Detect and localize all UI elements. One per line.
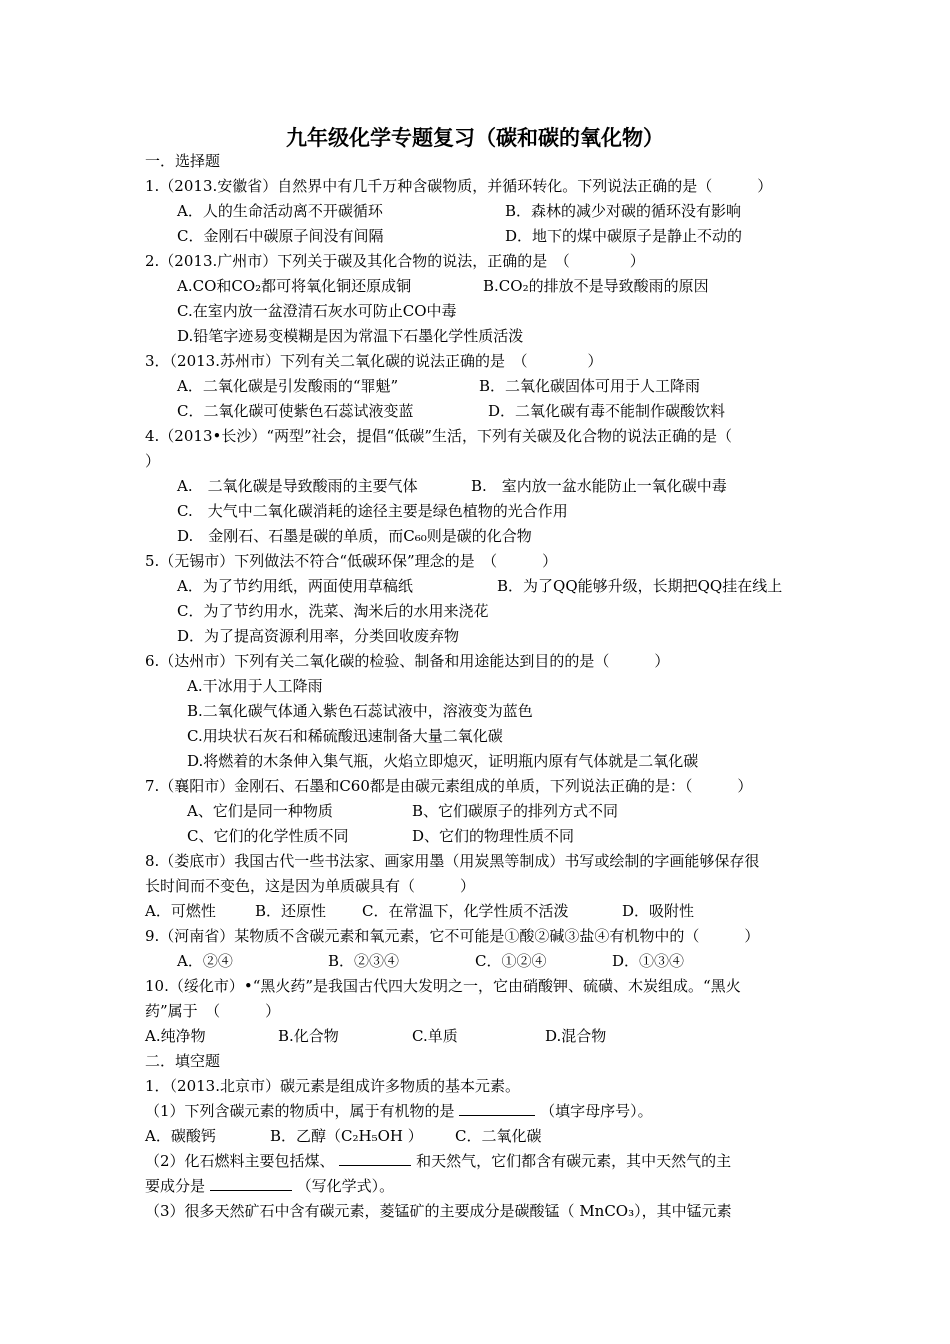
question-9-option-a: A．②④ bbox=[177, 952, 233, 970]
question-4-option-d: D. 金刚石、石墨是碳的单质，而C₆₀则是碳的化合物 bbox=[177, 527, 532, 545]
fill-1-stem: 1．（2013.北京市）碳元素是组成许多物质的基本元素。 bbox=[145, 1077, 520, 1095]
question-7-option-a: A、它们是同一种物质 bbox=[187, 802, 333, 820]
question-2-option-b: B.CO₂的排放不是导致酸雨的原因 bbox=[483, 277, 709, 295]
question-7-stem: 7.（襄阳市）金刚石、石墨和C60都是由碳元素组成的单质，下列说法正确的是：（ ） bbox=[145, 777, 753, 795]
question-7-option-c: C、它们的化学性质不同 bbox=[187, 827, 349, 845]
fill-1-part-2-hint: （写化学式）。 bbox=[296, 1177, 395, 1195]
question-1-option-a: A．人的生命活动离不开碳循环 bbox=[177, 202, 383, 220]
question-10-stem-cont: 药”属于 （ ） bbox=[145, 1002, 281, 1020]
question-8-option-c: C．在常温下，化学性质不活泼 bbox=[362, 902, 569, 920]
question-10-stem: 10.（绥化市）•“黑火药”是我国古代四大发明之一，它由硝酸钾、硫磺、木炭组成。“黑火 bbox=[145, 977, 741, 995]
question-1-stem: 1.（2013.安徽省）自然界中有几千万种含碳物质，并循环转化。下列说法正确的是（ ） bbox=[145, 177, 773, 195]
question-5-stem: 5.（无锡市）下列做法不符合“低碳环保”理念的是 （ ） bbox=[145, 552, 558, 570]
question-3-option-a: A．二氧化碳是引发酸雨的“罪魁” bbox=[177, 377, 399, 395]
question-3-option-b: B．二氧化碳固体可用于人工降雨 bbox=[479, 377, 701, 395]
answer-blank[interactable] bbox=[459, 1101, 535, 1116]
fill-1-part-2-cont bbox=[145, 1176, 394, 1196]
question-10-option-b: B.化合物 bbox=[278, 1027, 339, 1045]
question-4-option-a: A. 二氧化碳是导致酸雨的主要气体 bbox=[177, 477, 418, 495]
fill-1-part-1-option-a: A．碳酸钙 bbox=[145, 1127, 216, 1145]
question-10-option-d: D.混合物 bbox=[545, 1027, 607, 1045]
question-2-option-c: C.在室内放一盆澄清石灰水可防止CO中毒 bbox=[177, 302, 457, 320]
question-4-option-c: C. 大气中二氧化碳消耗的途径主要是绿色植物的光合作用 bbox=[177, 502, 568, 520]
question-9-option-d: D．①③④ bbox=[612, 952, 685, 970]
question-8-stem-cont: 长时间而不变色，这是因为单质碳具有（ ） bbox=[145, 877, 476, 895]
question-4-option-b: B. 室内放一盆水能防止一氧化碳中毒 bbox=[471, 477, 727, 495]
question-10-option-a: A.纯净物 bbox=[145, 1027, 206, 1045]
fill-1-part-2-text-end: 要成分是 bbox=[145, 1177, 206, 1195]
question-5-option-a: A．为了节约用纸，两面使用草稿纸 bbox=[177, 577, 413, 595]
fill-1-part-1-hint: （填字母序号）。 bbox=[540, 1102, 653, 1120]
question-2-option-a: A.CO和CO₂都可将氧化铜还原成铜 bbox=[177, 277, 412, 295]
question-1-option-b: B．森林的减少对碳的循环没有影响 bbox=[505, 202, 742, 220]
question-8-option-b: B．还原性 bbox=[255, 902, 327, 920]
question-3-stem: 3．（2013.苏州市）下列有关二氧化碳的说法正确的是 （ ） bbox=[145, 352, 603, 370]
question-6-option-c: C.用块状石灰石和稀硫酸迅速制备大量二氧化碳 bbox=[187, 727, 503, 745]
question-5-option-c: C．为了节约用水，洗菜、淘米后的水用来浇花 bbox=[177, 602, 489, 620]
question-5-option-d: D．为了提高资源利用率，分类回收废弃物 bbox=[177, 627, 460, 645]
fill-1-part-1-option-c: C．二氧化碳 bbox=[455, 1127, 542, 1145]
section-heading-fill: 二．填空题 bbox=[145, 1052, 221, 1070]
question-9-stem: 9.（河南省）某物质不含碳元素和氧元素，它不可能是①酸②碱③盐④有机物中的（ ） bbox=[145, 927, 760, 945]
question-2-stem: 2.（2013.广州市）下列关于碳及其化合物的说法，正确的是 （ ） bbox=[145, 252, 645, 270]
question-6-option-d: D.将燃着的木条伸入集气瓶，火焰立即熄灭，证明瓶内原有气体就是二氧化碳 bbox=[187, 752, 699, 770]
question-8-option-a: A．可燃性 bbox=[145, 902, 216, 920]
question-10-option-c: C.单质 bbox=[412, 1027, 458, 1045]
fill-1-part-2-text: （2）化石燃料主要包括煤、 bbox=[145, 1152, 335, 1170]
question-5-option-b: B．为了QQ能够升级，长期把QQ挂在线上 bbox=[497, 577, 783, 595]
question-4-stem-cont: ） bbox=[145, 452, 161, 470]
fill-1-part-1-text: （1）下列含碳元素的物质中，属于有机物的是 bbox=[145, 1102, 455, 1120]
fill-1-part-1-option-b: B．乙醇（C₂H₅OH ） bbox=[270, 1127, 423, 1145]
question-6-option-a: A.干冰用于人工降雨 bbox=[187, 677, 323, 695]
fill-1-part-2 bbox=[145, 1151, 731, 1171]
section-heading-choice: 一．选择题 bbox=[145, 152, 221, 170]
question-1-option-c: C．金刚石中碳原子间没有间隔 bbox=[177, 227, 384, 245]
question-7-option-b: B、它们碳原子的排列方式不同 bbox=[412, 802, 619, 820]
question-6-stem: 6.（达州市）下列有关二氧化碳的检验、制备和用途能达到目的的是（ ） bbox=[145, 652, 670, 670]
question-4-stem: 4.（2013•长沙）“两型”社会，提倡“低碳”生活，下列有关碳及化合物的说法正确的是（ bbox=[145, 427, 733, 445]
answer-blank[interactable] bbox=[339, 1151, 411, 1166]
question-7-option-d: D、它们的物理性质不同 bbox=[412, 827, 575, 845]
question-8-option-d: D．吸附性 bbox=[622, 902, 695, 920]
fill-1-part-1 bbox=[145, 1101, 653, 1121]
question-6-option-b: B.二氧化碳气体通入紫色石蕊试液中，溶液变为蓝色 bbox=[187, 702, 533, 720]
question-3-option-d: D．二氧化碳有毒不能制作碳酸饮料 bbox=[488, 402, 726, 420]
question-2-option-d: D.铅笔字迹易变模糊是因为常温下石墨化学性质活泼 bbox=[177, 327, 524, 345]
fill-1-part-2-text-cont: 和天然气，它们都含有碳元素，其中天然气的主 bbox=[416, 1152, 732, 1170]
page-title: 九年级化学专题复习（碳和碳的氧化物） bbox=[286, 126, 664, 150]
question-3-option-c: C．二氧化碳可使紫色石蕊试液变蓝 bbox=[177, 402, 414, 420]
answer-blank[interactable] bbox=[210, 1176, 292, 1191]
question-9-option-b: B．②③④ bbox=[328, 952, 400, 970]
fill-1-part-3: （3）很多天然矿石中含有碳元素，菱锰矿的主要成分是碳酸锰（ MnCO₃），其中锰元素 bbox=[145, 1202, 732, 1220]
question-8-stem: 8.（娄底市）我国古代一些书法家、画家用墨（用炭黑等制成）书写或绘制的字画能够保存很 bbox=[145, 852, 760, 870]
question-1-option-d: D．地下的煤中碳原子是静止不动的 bbox=[505, 227, 743, 245]
question-9-option-c: C．①②④ bbox=[475, 952, 547, 970]
